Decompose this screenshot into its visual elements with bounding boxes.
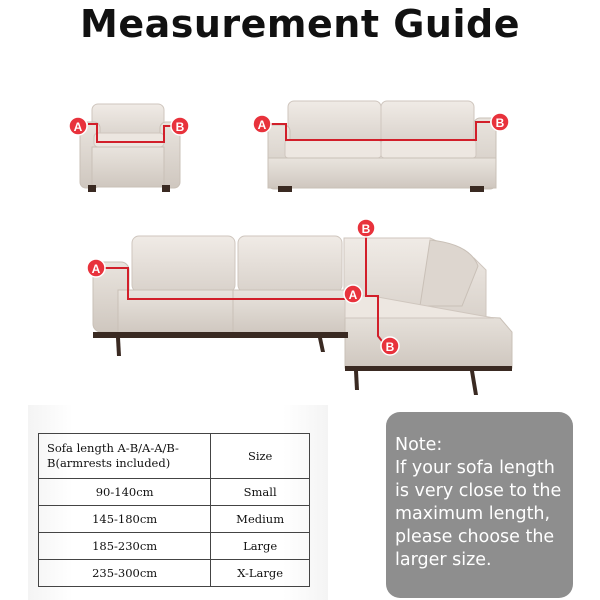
column-header-size: Size [211, 434, 310, 479]
note-line: please choose the [395, 527, 555, 547]
size-cell: X-Large [211, 560, 310, 587]
note-heading: Note: [395, 435, 443, 455]
length-cell: 90-140cm [39, 479, 211, 506]
size-cell: Small [211, 479, 310, 506]
marker-a-armchair [69, 117, 87, 135]
page-title: Measurement Guide [80, 2, 520, 46]
marker-label: B [495, 116, 505, 130]
length-cell: 235-300cm [39, 560, 211, 587]
table-row [39, 506, 310, 533]
sectional-sofa-illustration [93, 230, 512, 395]
table-row [39, 533, 310, 560]
armchair-illustration [80, 104, 180, 192]
note-line: maximum length, [395, 504, 551, 524]
marker-label: A [257, 118, 267, 132]
note-line: larger size. [395, 550, 492, 570]
table-row [39, 479, 310, 506]
marker-label: A [73, 120, 83, 134]
size-cell: Medium [211, 506, 310, 533]
marker-a-sectional-corner [344, 285, 362, 303]
note-line: If your sofa length [395, 458, 555, 478]
marker-label: A [348, 288, 358, 302]
marker-label: B [361, 222, 371, 236]
size-table [38, 433, 310, 587]
marker-label: B [385, 340, 395, 354]
note-box [386, 412, 573, 598]
marker-label: B [175, 120, 185, 134]
marker-label: A [91, 262, 101, 276]
marker-b-sectional-top [357, 219, 375, 237]
size-cell: Large [211, 533, 310, 560]
marker-b-sofa [491, 113, 509, 131]
sofa-illustration [268, 101, 496, 192]
note-line: is very close to the [395, 481, 562, 501]
length-cell: 145-180cm [39, 506, 211, 533]
table-header-row [39, 434, 310, 479]
marker-a-sectional-left [87, 259, 105, 277]
marker-b-armchair [171, 117, 189, 135]
table-row [39, 560, 310, 587]
length-cell: 185-230cm [39, 533, 211, 560]
column-header-length: Sofa length A-B/A-A/B-B(armrests included) [39, 434, 211, 479]
marker-b-sectional-bottom [381, 337, 399, 355]
marker-a-sofa [253, 115, 271, 133]
